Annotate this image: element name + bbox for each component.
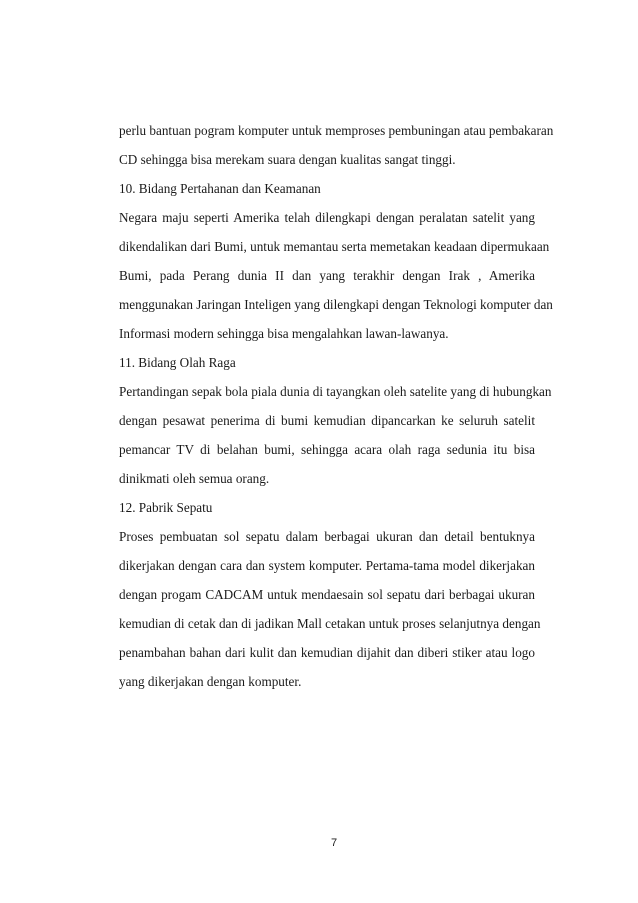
- body-text-line: dikendalikan dari Bumi, untuk memantau serta memetakan keadaan dipermukaan: [119, 239, 550, 254]
- page-number: 7: [330, 837, 338, 849]
- body-text-line: Bumi, pada Perang dunia II dan yang terakhir dengan Irak , Amerika: [119, 268, 535, 283]
- body-text-line: pemancar TV di belahan bumi, sehingga acara olah raga sedunia itu bisa: [119, 442, 535, 457]
- body-text-line: dinikmati oleh semua orang.: [119, 471, 270, 486]
- body-text-line: Pertandingan sepak bola piala dunia di tayangkan oleh satelite yang di hubungkan: [119, 384, 552, 399]
- body-text-line: perlu bantuan pogram komputer untuk memproses pembuningan atau pembakaran: [119, 123, 554, 138]
- body-text-line: dengan progam CADCAM untuk mendaesain sol sepatu dari berbagai ukuran: [119, 587, 535, 602]
- section-heading: 11. Bidang Olah Raga: [119, 355, 236, 370]
- body-text-line: kemudian di cetak dan di jadikan Mall cetakan untuk proses selanjutnya dengan: [119, 616, 541, 631]
- body-text-line: CD sehingga bisa merekam suara dengan kualitas sangat tinggi.: [119, 152, 456, 167]
- body-text-line: dengan pesawat penerima di bumi kemudian dipancarkan ke seluruh satelit: [119, 413, 535, 428]
- body-text-line: Informasi modern sehingga bisa mengalahkan lawan-lawanya.: [119, 326, 449, 341]
- section-heading: 12. Pabrik Sepatu: [119, 500, 213, 515]
- body-text-line: Negara maju seperti Amerika telah dilengkapi dengan peralatan satelit yang: [119, 210, 535, 225]
- section-heading: 10. Bidang Pertahanan dan Keamanan: [119, 181, 321, 196]
- body-text-line: dikerjakan dengan cara dan system komputer. Pertama-tama model dikerjakan: [119, 558, 535, 573]
- body-text-line: penambahan bahan dari kulit dan kemudian dijahit dan diberi stiker atau logo: [119, 645, 535, 660]
- body-text-line: Proses pembuatan sol sepatu dalam berbagai ukuran dan detail bentuknya: [119, 529, 535, 544]
- body-text-line: yang dikerjakan dengan komputer.: [119, 674, 302, 689]
- body-text-line: menggunakan Jaringan Inteligen yang dilengkapi dengan Teknologi komputer dan: [119, 297, 553, 312]
